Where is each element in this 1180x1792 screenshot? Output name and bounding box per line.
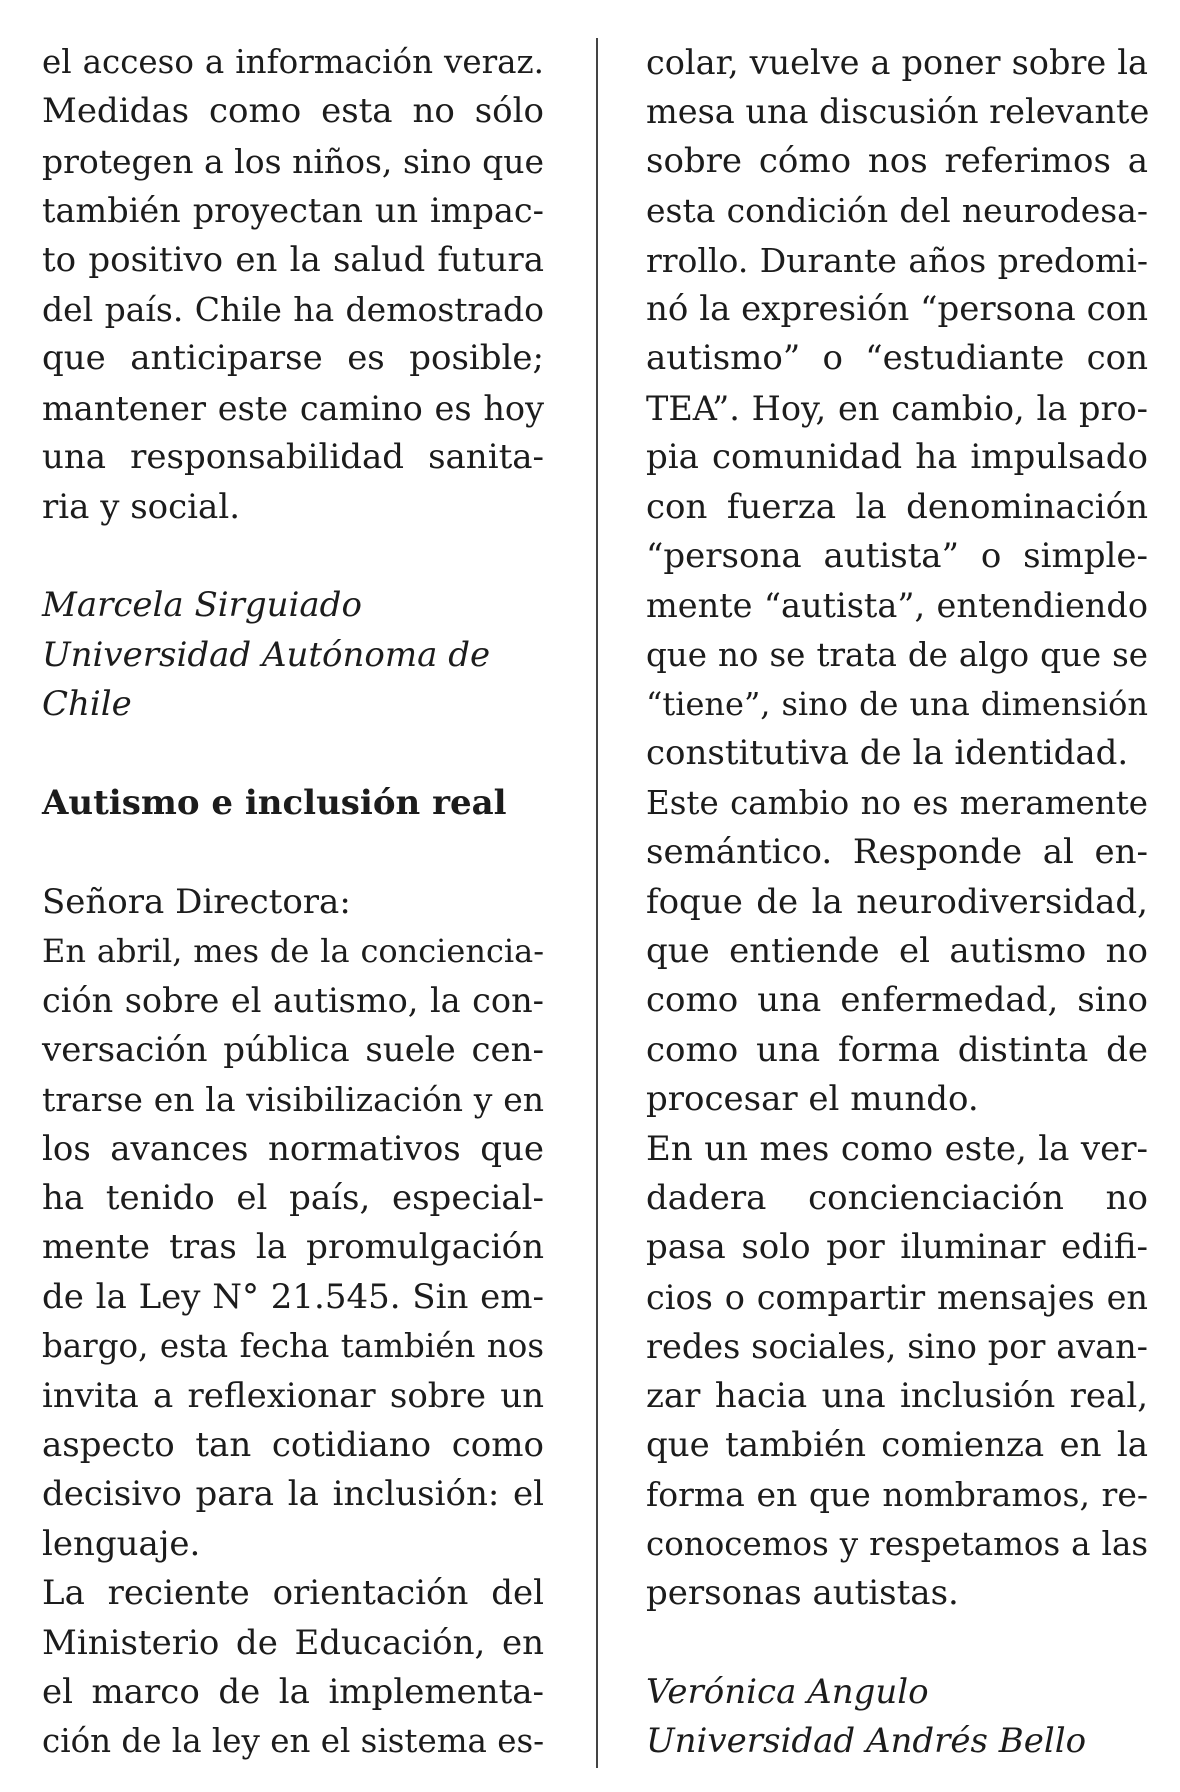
text-line: Ministerio de Educación, en (42, 1622, 544, 1663)
text-line: Este cambio no es meramente (646, 783, 1148, 822)
text-line: procesar el mundo. (646, 1079, 979, 1120)
text-line: bargo, esta fecha también nos (42, 1327, 544, 1366)
text-line: como una enfermedad, sino (646, 980, 1148, 1021)
text-line: zar hacia una inclusión real, (646, 1375, 1148, 1416)
text-line: En un mes como este, la ver- (646, 1128, 1148, 1169)
text-line: mesa una discusión relevante (646, 92, 1150, 132)
text-line: La reciente orientación del (42, 1573, 544, 1614)
text-line: colar, vuelve a poner sobre la (646, 43, 1148, 82)
text-line: pia comunidad ha impulsado (646, 437, 1148, 478)
text-line: redes sociales, sino por avan- (646, 1327, 1148, 1367)
text-line: rrollo. Durante años predomi- (646, 240, 1148, 280)
text-line: que entiende el autismo no (646, 931, 1148, 972)
text-line: que también comienza en la (646, 1424, 1148, 1465)
text-line: esta condición del neurodesa- (646, 191, 1148, 231)
text-line: sobre cómo nos referimos a (646, 140, 1148, 181)
left-column (42, 38, 544, 1767)
text-line: lenguaje. (42, 1523, 201, 1564)
text-line: los avances normativos que (42, 1128, 544, 1169)
text-line: del país. Chile ha demostrado (42, 289, 544, 329)
text-line: que no se trata de algo que se (646, 635, 1148, 674)
column-divider (596, 38, 598, 1768)
text-line: con fuerza la denominación (646, 486, 1148, 527)
text-line: que anticiparse es posible; (42, 338, 544, 379)
text-line: también proyectan un impac- (42, 191, 544, 231)
text-line: foque de la neurodiversidad, (646, 881, 1148, 922)
text-line: TEA”. Hoy, en cambio, la pro- (646, 388, 1148, 428)
text-line: de la Ley N° 21.545. Sin em- (42, 1276, 544, 1317)
text-line: mantener este camino es hoy (42, 388, 544, 428)
text-line: constitutiva de la identidad. (646, 733, 1129, 774)
text-line: ha tenido el país, especial- (42, 1177, 544, 1218)
text-line: el acceso a información veraz. (42, 43, 544, 81)
text-line: “tiene”, sino de una dimensión (646, 685, 1148, 724)
text-line: forma en que nombramos, re- (646, 1475, 1148, 1515)
text-line: nó la expresión “persona con (646, 288, 1148, 329)
text-line: ción de la ley en el sistema es- (42, 1722, 545, 1761)
signature-name: Verónica Angulo (646, 1671, 929, 1712)
salutation: Señora Directora: (42, 881, 351, 922)
text-line: personas autistas. (646, 1573, 959, 1614)
text-line: el marco de la implementa- (42, 1671, 544, 1712)
text-line: semántico. Responde al en- (646, 832, 1148, 873)
text-line: protegen a los niños, sino que (42, 141, 544, 181)
text-line: mente “autista”, entendiendo (646, 586, 1148, 626)
text-line: invita a reflexionar sobre un (42, 1375, 544, 1416)
spacer (646, 1619, 1148, 1668)
text-line: cios o compartir mensajes en (646, 1277, 1148, 1317)
signature-name: Marcela Sirguiado (42, 585, 362, 626)
text-line: “persona autista” o simple- (646, 535, 1148, 576)
text-line: una responsabilidad sanita- (42, 437, 544, 478)
text-line: En abril, mes de la conciencia- (42, 932, 544, 971)
text-line: ción sobre el autismo, la con- (42, 981, 544, 1021)
right-column (646, 38, 1148, 1767)
text-line: versación pública suele cen- (42, 1029, 544, 1070)
text-line: autismo” o “estudiante con (646, 338, 1148, 379)
text-line: conocemos y respetamos a las (646, 1524, 1148, 1563)
text-line: como una forma distinta de (646, 1029, 1148, 1070)
text-line: decisivo para la inclusión: el (42, 1474, 544, 1515)
spacer (42, 729, 544, 778)
spacer (42, 532, 544, 581)
spacer (42, 828, 544, 877)
text-line: ria y social. (42, 486, 241, 527)
text-line: to positivo en la salud futura (42, 239, 544, 280)
text-line: pasa solo por iluminar edifi- (646, 1227, 1148, 1268)
text-line: dadera concienciación no (646, 1177, 1148, 1218)
signature-institution: Universidad Andrés Bello (646, 1721, 1087, 1762)
text-line: aspecto tan cotidiano como (42, 1424, 544, 1465)
text-line: trarse en la visibilización y en (42, 1080, 544, 1120)
text-line: Medidas como esta no sólo (42, 91, 544, 132)
letter-heading: Autismo e inclusión real (42, 782, 507, 823)
text-line: mente tras la promulgación (42, 1227, 544, 1268)
signature-institution: Universidad Autónoma de (42, 634, 491, 675)
signature-institution: Chile (42, 684, 132, 725)
